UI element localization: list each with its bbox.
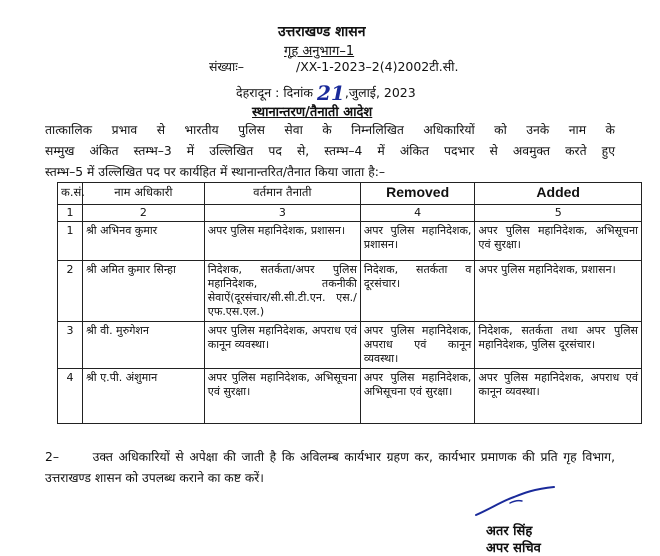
department-heading: गृह अनुभाग–1: [284, 44, 355, 59]
cell-current-posting: निदेशक, सतर्कता/अपर पुलिस महानिदेशक, तकनीकी सेवाऐं(दूरसंचार/सी.सी.टी.एन. एस./एफ.एस.एल.): [204, 261, 360, 322]
intro-line: तात्कालिक प्रभाव से भारतीय पुलिस सेवा के निम्नलिखित अधिकारियों को उनके नाम के: [45, 123, 615, 137]
cell-current-posting: अपर पुलिस महानिदेशक, अपराध एवं कानून व्यवस्था।: [204, 322, 360, 369]
date-month-year: ,जुलाई, 2023: [344, 85, 416, 100]
cell-serial: 4: [58, 369, 83, 424]
column-number: 2: [82, 205, 204, 222]
cell-officer-name: श्री वी. मुरुगेशन: [82, 322, 204, 369]
table-row: [58, 322, 642, 369]
header-officer-name: नाम अधिकारी: [82, 183, 204, 205]
cell-removed: अपर पुलिस महानिदेशक, अपराध एवं कानून व्यवस्था।: [360, 322, 475, 369]
government-heading: उत्तराखण्ड शासन: [278, 24, 366, 40]
cell-added: अपर पुलिस महानिदेशक, अपराध एवं कानून व्यवस्था।: [475, 369, 642, 424]
signatory-designation: अपर सचिव: [486, 541, 541, 556]
cell-added: अपर पुलिस महानिदेशक, अभिसूचना एवं सुरक्षा।: [475, 222, 642, 261]
cell-officer-name: श्री अमित कुमार सिन्हा: [82, 261, 204, 322]
header-added: Added: [475, 183, 642, 205]
reference-code: /XX-1-2023–2(4)2002टी.सी.: [296, 59, 459, 74]
cell-current-posting: अपर पुलिस महानिदेशक, अभिसूचना एवं सुरक्षा।: [204, 369, 360, 424]
header-serial: क.सं.: [58, 183, 83, 205]
cell-serial: 3: [58, 322, 83, 369]
handwritten-day: 21: [317, 81, 345, 105]
reference-number: [209, 58, 458, 75]
date-prefix: देहरादून : दिनांक: [236, 85, 314, 100]
intro-line: सम्मुख अंकित स्तम्भ–3 में उल्लिखित पद से, स्तम्भ–4 में अंकित पदभार से अवमुक्त करते हुए: [45, 144, 615, 158]
table-row: [58, 369, 642, 424]
reference-label: संख्याः–: [209, 59, 245, 74]
transfer-table: [57, 182, 642, 424]
cell-removed: निदेशक, सतर्कता व दूरसंचार।: [360, 261, 475, 322]
cell-removed: अपर पुलिस महानिदेशक, प्रशासन।: [360, 222, 475, 261]
table-header-row: [58, 183, 642, 205]
cell-serial: 1: [58, 222, 83, 261]
header-removed: Removed: [360, 183, 475, 205]
cell-added: निदेशक, सतर्कता तथा अपर पुलिस महानिदेशक, पुलिस दूरसंचार।: [475, 322, 642, 369]
column-number: 5: [475, 205, 642, 222]
intro-line: स्तम्भ–5 में उल्लिखित पद पर कार्यहित में स्थानान्तरित/तैनात किया जाता है:–: [45, 165, 386, 179]
cell-serial: 2: [58, 261, 83, 322]
cell-removed: अपर पुलिस महानिदेशक, अभिसूचना एवं सुरक्षा।: [360, 369, 475, 424]
cell-added: अपर पुलिस महानिदेशक, प्रशासन।: [475, 261, 642, 322]
table-row: [58, 261, 642, 322]
header-current-posting: वर्तमान तैनाती: [204, 183, 360, 205]
cell-officer-name: श्री ए.पी. अंशुमान: [82, 369, 204, 424]
intro-paragraph: [45, 120, 615, 183]
closing-paragraph: 2– उक्त अधिकारियों से अपेक्षा की जाती है कि अविलम्ब कार्यभार ग्रहण कर, कार्यभार प्रमाणक की प्रति गृह विभाग, उत्तराखण्ड शासन को उपलब्ध कराने का कष्ट करें।: [45, 450, 619, 485]
column-number: 3: [204, 205, 360, 222]
column-number: 4: [360, 205, 475, 222]
handwritten-signature: [470, 485, 560, 519]
column-number-row: [58, 205, 642, 222]
order-subject: स्थानान्तरण/तैनाती आदेश: [252, 105, 373, 120]
place-date: [236, 78, 416, 105]
cell-current-posting: अपर पुलिस महानिदेशक, प्रशासन।: [204, 222, 360, 261]
cell-officer-name: श्री अभिनव कुमार: [82, 222, 204, 261]
table-row: [58, 222, 642, 261]
signatory-name: अतर सिंह: [486, 524, 533, 539]
column-number: 1: [58, 205, 83, 222]
